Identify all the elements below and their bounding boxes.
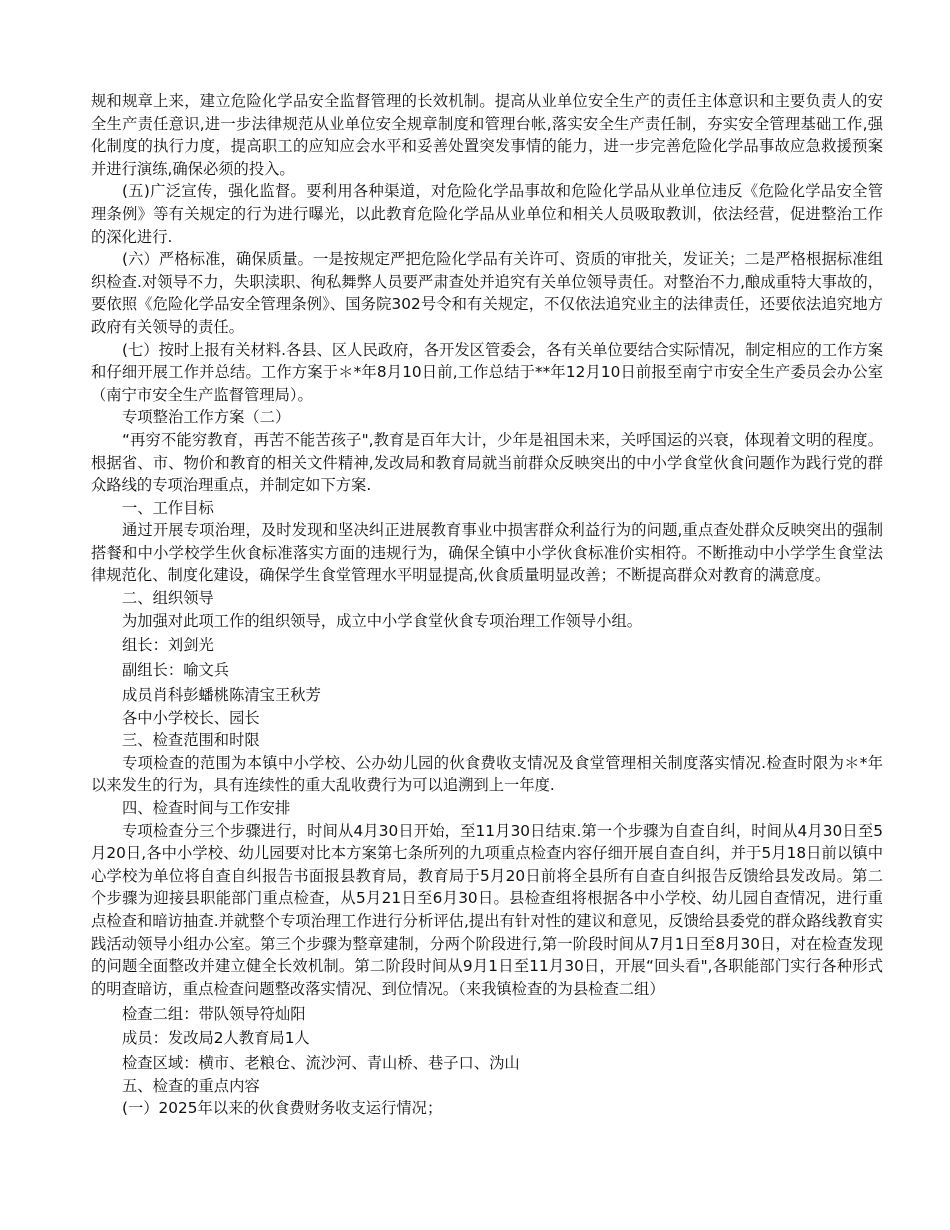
line-inspection-members: 成员：发改局2人教育局1人 xyxy=(122,1029,310,1048)
heading-organization: 二、组织领导 xyxy=(122,589,214,608)
heading-scope-period: 三、检查范围和时限 xyxy=(122,731,260,750)
line-deputy-leader: 副组长：喻文兵 xyxy=(122,661,230,680)
paragraph-organization: 为加强对此项工作的组织领导，成立中小学食堂伙食专项治理工作领导小组。 xyxy=(122,611,643,630)
paragraph-schedule: 专项检查分三个步骤进行，时间从4月30日开始，至11月30日结束.第一个步骤为自查自纠，时间从4月30日至5月20日,各中小学校、幼儿园要对比本方案第七条所列的九项重点检查内容仔细开展自查自纠，并于5月18日前以镇中心学校为单位将自查自纠报告书面报县教育局，教育局于5月20日前将全县所有自查自纠报告反馈给县发改局。第二个步骤为迎接县职能部门重点检查，从5月21日至6月30日。县检查组将根据各中小学校、幼儿园自查情况，进行重点检查和暗访抽查.并就整个专项治理工作进行分析评估,提出有针对性的建议和意见，反馈给县委党的群众路线教育实践活动领导小组办公室。第三个步骤为整章建制，分两个阶段进行,第一阶段时间从7月1日至8月30日，对在检查发现的问题全面整改并建立健全长效机制。第二阶段时间从9月1日至11月30日，开展“回头看",各职能部门实行各种形式的明查暗访，重点检查问题整改落实情况、到位情况。（来我镇检查的为县检查二组） xyxy=(91,821,883,998)
line-members: 成员肖科彭蟠桃陈清宝王秋芳 xyxy=(122,686,321,704)
paragraph-report-materials: (七）按时上报有关材料.各县、区人民政府，各开发区管委会，各有关单位要结合实际情况，制定相应的工作方案和仔细开展工作并总结。工作方案于＊*年8月10日前,工作总结于**年12月10日前报至南宁市安全生产委员会办公室（南宁市安全生产监督管理局）。 xyxy=(91,340,883,404)
paragraph-management-mechanism: 规和规章上来，建立危险化学品安全监督管理的长效机制。提高从业单位安全生产的责任主体意识和主要负责人的安全生产责任意识,进一步法律规范从业单位安全规章制度和管理台帐,落实安全生产责任制，夯实安全管理基础工作,强化制度的执行力度，提高职工的应知应会水平和妥善处置突发事情的能力，进一步完善危险化学品事故应急救援预案并进行演练,确保必须的投入。 xyxy=(91,92,883,178)
paragraph-scope-period: 专项检查的范围为本镇中小学校、公办幼儿园的伙食费收支情况及食堂管理相关制度落实情况.检查时限为＊*年以来发生的行为，具有连续性的重大乱收费行为可以追溯到上一年度. xyxy=(91,753,883,795)
line-key-content-one: (一）2025年以来的伙食费财务收支运行情况； xyxy=(122,1099,443,1118)
heading-key-content: 五、检查的重点内容 xyxy=(122,1076,260,1095)
paragraph-work-goals: 通过开展专项治理，及时发现和坚决纠正进展教育事业中损害群众利益行为的问题,重点查处群众反映突出的强制搭餐和中小学校学生伙食标准落实方面的违规行为，确保全镇中小学伙食标准价实相符。不断推动中小学学生食堂法律规范化、制度化建设，确保学生食堂管理水平明显提高,伙食质量明显改善；不断提高群众对教育的满意度。 xyxy=(91,521,883,585)
line-principals: 各中小学校长、园长 xyxy=(122,708,260,727)
paragraph-publicity-supervision: (五)广泛宣传，强化监督。要利用各种渠道，对危险化学品事故和危险化学品从业单位违反《危险化学品安全管理条例》等有关规定的行为进行曝光，以此教育危险化学品从业单位和相关人员吸取教训，依法经营，促进整治工作的深化进行. xyxy=(91,182,883,246)
line-group-leader: 组长：刘剑光 xyxy=(122,636,214,655)
paragraph-introduction: “再穷不能穷教育，再苦不能苦孩子",教育是百年大计，少年是祖国未来，关呼国运的兴衰，体现着文明的程度。根据省、市、物价和教育的相关文件精神,发改局和教育局就当前群众反映突出的中小学食堂伙食问题作为践行党的群众路线的专项治理重点，并制定如下方案. xyxy=(91,430,883,495)
paragraph-strict-standards: (六）严格标准，确保质量。一是按规定严把危险化学品有关许可、资质的审批关，发证关；二是严格根据标准组织检查.对领导不力，失职渎职、徇私舞弊人员要严肃查处并追究有关单位领导责任。对整治不力,酿成重特大事故的，要依照《危险化学品安全管理条例》、国务院302号令和有关规定，不仅依法追究业主的法律责任，还要依法追究地方政府有关领导的责任。 xyxy=(91,250,883,336)
heading-work-goals: 一、工作目标 xyxy=(122,498,214,517)
heading-schedule: 四、检查时间与工作安排 xyxy=(122,798,291,817)
document-body xyxy=(91,90,883,1120)
section-title-plan-two: 专项整治工作方案（二） xyxy=(122,408,291,427)
line-inspection-group-two: 检查二组：带队领导符灿阳 xyxy=(122,1004,306,1023)
line-inspection-area: 检查区域：横市、老粮仓、流沙河、青山桥、巷子口、沩山 xyxy=(122,1054,520,1073)
